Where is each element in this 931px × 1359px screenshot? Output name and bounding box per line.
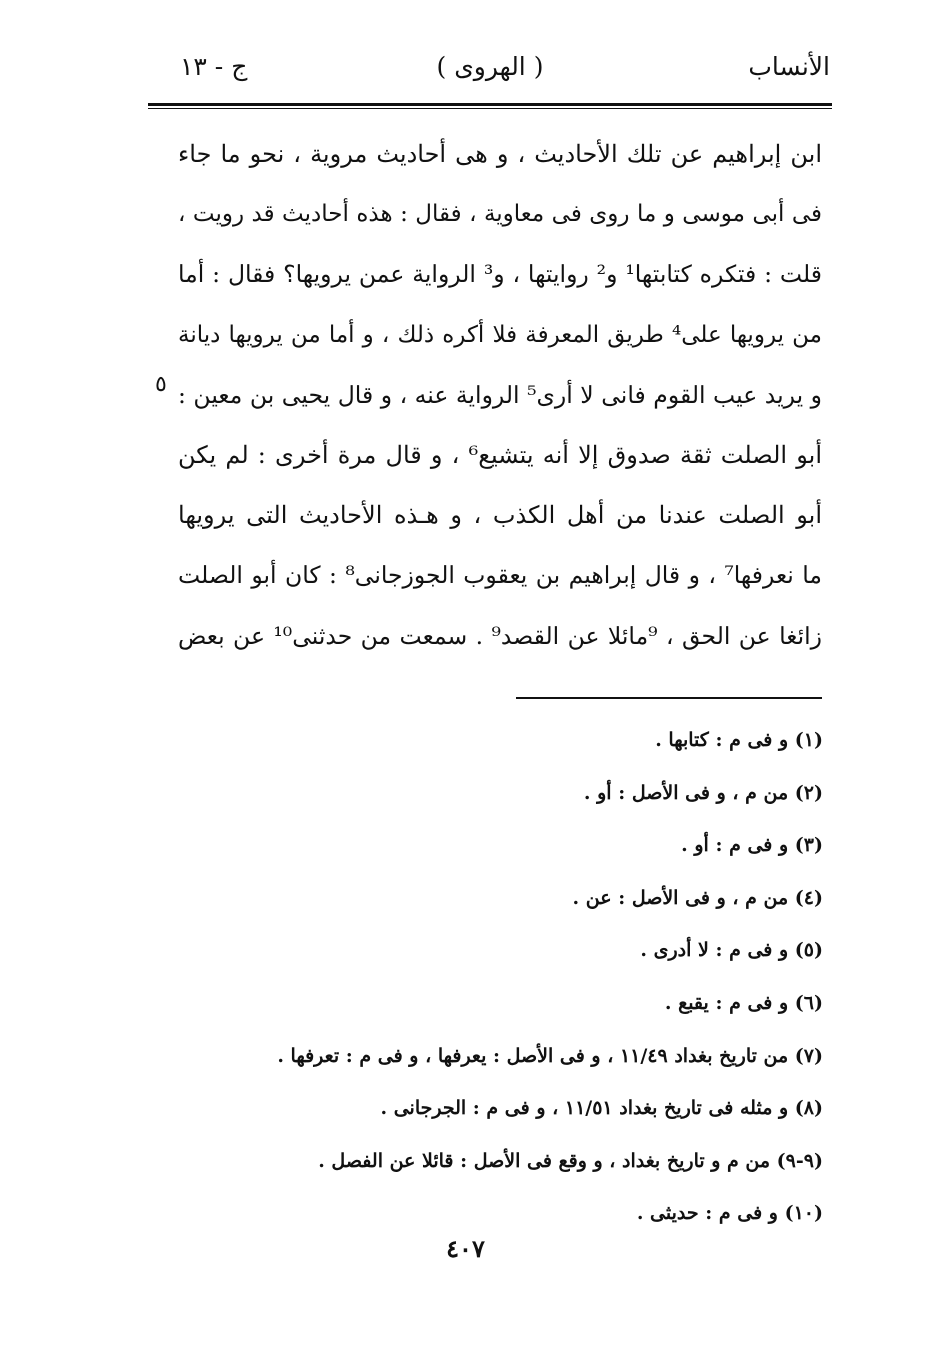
header-rule	[148, 103, 832, 106]
header-rule-thin	[148, 108, 832, 109]
footnote: (٣) و فى م : أو .	[681, 834, 823, 857]
text-line: فى أبى موسى و ما روى فى معاوية ، فقال : هذه أحاديث قد رويت ،	[178, 201, 822, 228]
running-head	[150, 52, 830, 92]
text-line: ابن إبراهيم عن تلك الأحاديث ، و هى أحاديث مروية ، نحو ما جاء	[178, 140, 822, 168]
text-line: قلت : فتكره كتابتها¹ و² روايتها ، و³ الرواية عمن يرويها؟ فقال : أما	[178, 260, 823, 289]
footnote: (٨) و مثله فى تاريخ بغداد ١١/٥١ ، و فى م : الجرجانى .	[380, 1097, 823, 1120]
main-text	[178, 124, 822, 666]
page-number: ٤٠٧	[446, 1234, 485, 1263]
text-line: أبو الصلت ثقة صدوق إلا أنه يتشيع⁶ ، و قال مرة أخرى : لم يكن	[178, 440, 822, 469]
line-number-marker: ٥	[155, 372, 167, 397]
text-line: أبو الصلت عندنا من أهل الكذب ، و هـذه الأحاديث التى يرويها	[178, 501, 822, 530]
footnotes	[183, 714, 823, 1240]
text-line: من يرويها على⁴ طريق المعرفة فلا أكره ذلك ، و أما من يرويها ديانة	[178, 321, 822, 348]
footnote: (١) و فى م : كتابها .	[655, 729, 823, 751]
header-volume: ج - ١٣	[180, 52, 248, 81]
header-entry-title: ( الهروى )	[436, 52, 544, 81]
footnote: (٤) من م ، و فى الأصل : عن .	[572, 886, 823, 909]
header-book-title: الأنساب	[748, 52, 830, 81]
text-line: زائغا عن الحق ، ⁹مائلا عن القصد⁹ . سمعت من حدثنى¹⁰ عن بعض	[178, 621, 822, 650]
footnote: (١٠) و فى م : حديثى .	[636, 1202, 823, 1225]
footnote: (٥) و فى م : لا أدرى .	[640, 939, 823, 962]
text-line: و يريد عيب القوم فانى لا أرى⁵ الرواية عنه ، و قال يحيى بن معين :	[178, 380, 823, 409]
footnote-rule	[516, 697, 822, 699]
text-line: ما نعرفها⁷ ، و قال إبراهيم بن يعقوب الجوزجانى⁸ : كان أبو الصلت	[178, 561, 822, 590]
footnote: (٢) من م ، و فى الأصل : أو .	[583, 781, 823, 804]
footnote: (٩-٩) من م و تاريخ بغداد ، و وقع فى الأصل : قائلا عن الفصل .	[318, 1149, 823, 1172]
footnote: (٦) و فى م : يقبع .	[664, 991, 823, 1014]
footnote: (٧) من تاريخ بغداد ١١/٤٩ ، و فى الأصل : يعرفها ، و فى م : تعرفها .	[277, 1044, 823, 1067]
